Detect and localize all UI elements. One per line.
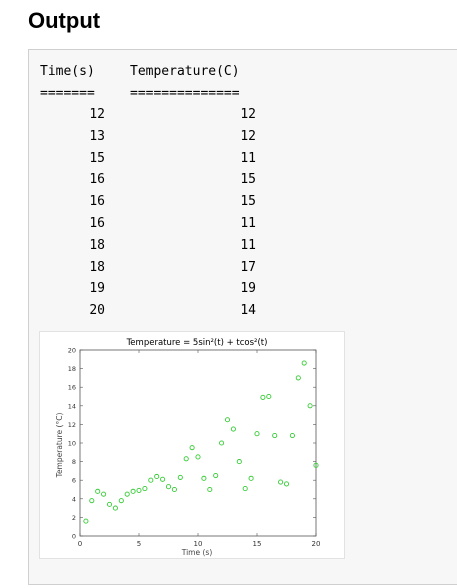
x-tick-label: 5 xyxy=(136,540,142,548)
scatter-figure xyxy=(39,331,345,559)
cell-time: 16 xyxy=(89,172,105,188)
x-tick-label: 20 xyxy=(311,540,321,548)
y-tick-label: 2 xyxy=(71,513,76,522)
y-tick-label: 10 xyxy=(67,439,76,448)
y-tick-label: 4 xyxy=(71,495,76,504)
y-tick-label: 12 xyxy=(67,420,76,429)
cell-temperature: 15 xyxy=(240,194,256,210)
cell-temperature: 11 xyxy=(240,237,256,253)
y-tick-label: 20 xyxy=(67,346,76,355)
plot-area xyxy=(68,347,321,549)
plot-frame xyxy=(80,350,316,536)
x-tick-label: 10 xyxy=(193,540,203,548)
cell-time: 12 xyxy=(89,107,105,122)
cell-time: 18 xyxy=(89,259,105,275)
cell-time: 15 xyxy=(89,150,105,166)
chart-title: Temperature = 5sin²(t) + tcos²(t) xyxy=(126,338,268,348)
y-tick-label: 6 xyxy=(71,476,76,485)
underline-time: ======= xyxy=(40,86,95,101)
cell-time: 16 xyxy=(89,194,105,210)
header-temperature: Temperature(C) xyxy=(130,64,240,79)
cell-temperature: 12 xyxy=(240,107,256,122)
cell-time: 19 xyxy=(89,281,105,297)
cell-time: 16 xyxy=(89,216,105,231)
table-header-row xyxy=(40,64,240,84)
cell-temperature: 11 xyxy=(240,150,256,166)
cell-time: 20 xyxy=(89,303,105,319)
y-tick-label: 16 xyxy=(67,383,76,392)
cell-time: 13 xyxy=(89,128,105,144)
x-tick-label: 15 xyxy=(252,540,262,548)
scatter-chart xyxy=(40,332,344,558)
table-underline-row xyxy=(40,86,240,106)
x-tick-label: 0 xyxy=(77,540,83,548)
y-tick-label: 18 xyxy=(67,365,76,374)
output-panel xyxy=(28,49,457,585)
underline-temperature: ============== xyxy=(130,86,240,101)
header-time: Time(s) xyxy=(40,64,95,79)
y-tick-label: 8 xyxy=(71,458,76,467)
x-axis-label: Time (s) xyxy=(181,548,213,557)
cell-temperature: 11 xyxy=(240,216,256,231)
cell-temperature: 14 xyxy=(240,303,256,319)
cell-temperature: 15 xyxy=(240,172,256,188)
y-axis-label: Temperature (°C) xyxy=(55,412,64,478)
output-heading: Output xyxy=(28,8,101,33)
cell-temperature: 17 xyxy=(240,259,256,275)
cell-temperature: 19 xyxy=(240,281,256,297)
y-tick-label: 0 xyxy=(71,532,76,541)
cell-time: 18 xyxy=(89,237,105,253)
cell-temperature: 12 xyxy=(240,128,256,144)
y-tick-label: 14 xyxy=(67,402,76,411)
